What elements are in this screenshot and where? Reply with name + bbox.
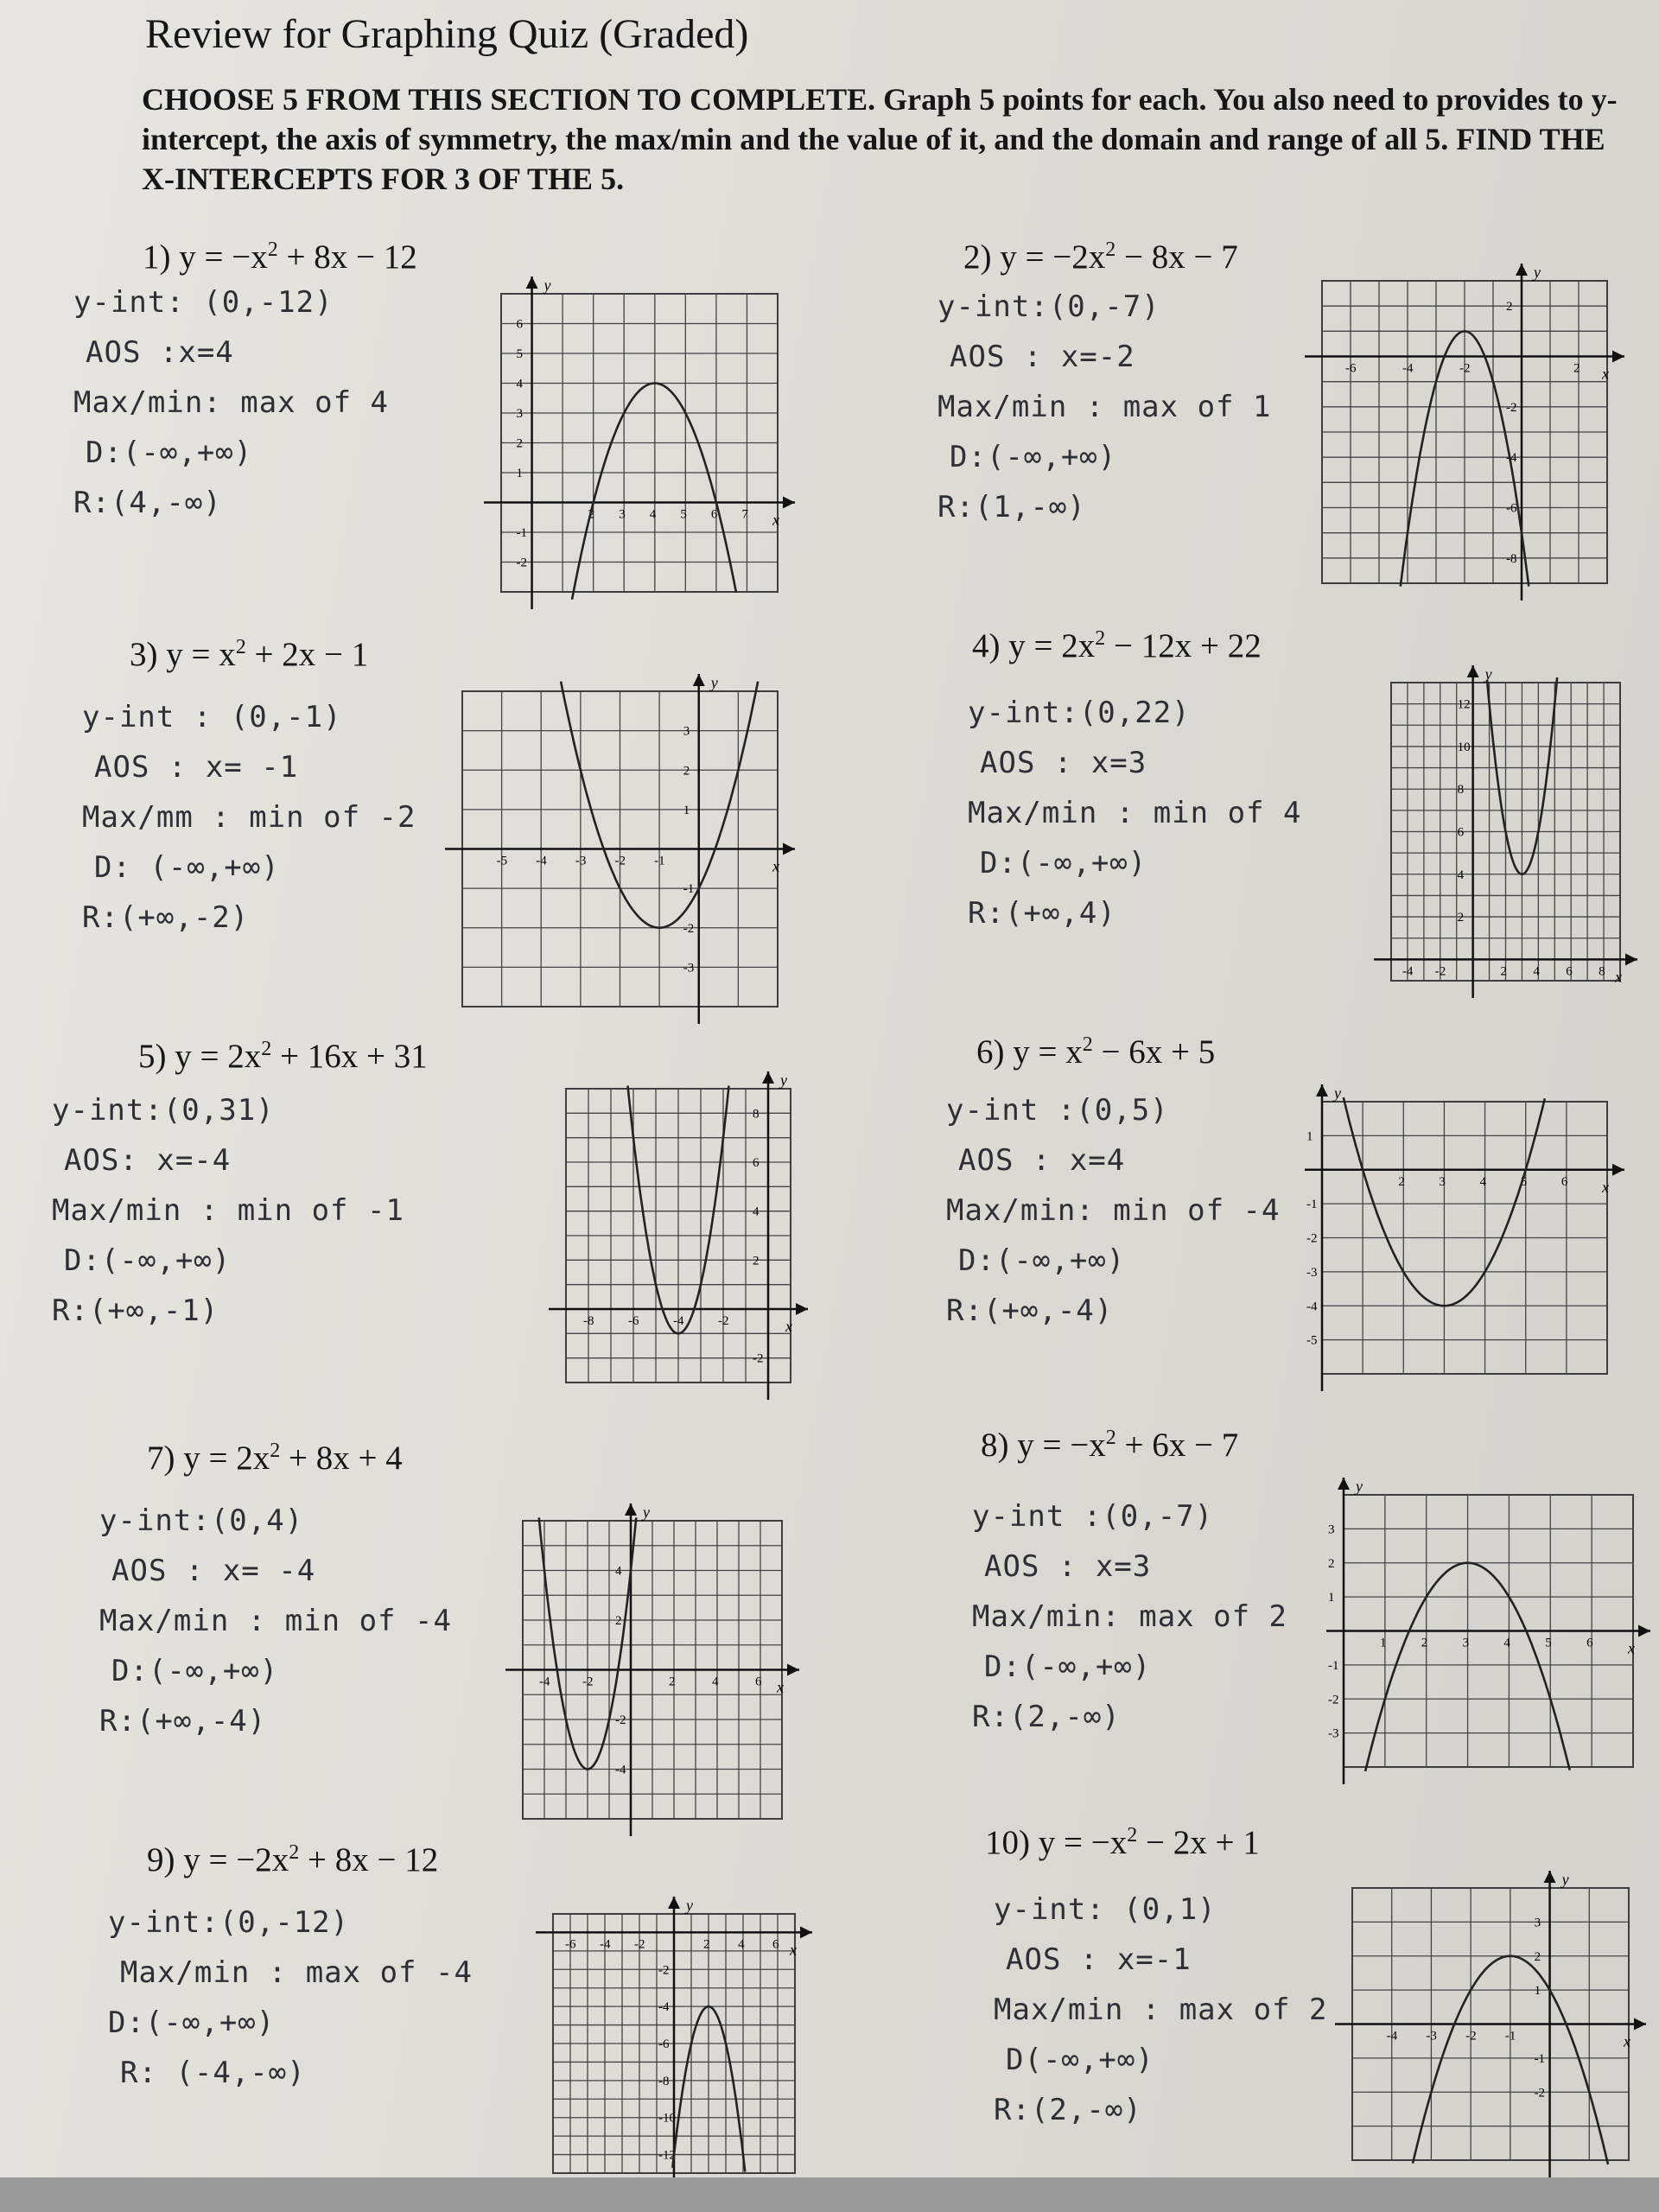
handwritten-answer: y-int:(0,-12): [108, 1905, 350, 1940]
coordinate-grid: [1374, 665, 1637, 998]
y-tick-label: -4: [615, 1763, 626, 1777]
y-axis-arrow: [668, 1897, 680, 1909]
y-axis-label: y: [1484, 665, 1492, 683]
x-axis-arrow: [783, 497, 795, 509]
equation-right: + 8x − 12: [277, 238, 417, 276]
x-axis-arrow: [1612, 351, 1624, 363]
equation-right: + 8x + 4: [280, 1440, 403, 1477]
handwritten-answer: y-int:(0,4): [99, 1503, 304, 1538]
x-tick-label: 6: [1566, 964, 1573, 979]
y-tick-label: 2: [615, 1614, 622, 1628]
equation-right: − 6x + 5: [1092, 1033, 1216, 1071]
x-tick-label: 3: [1462, 1636, 1470, 1650]
y-tick-label: 2: [1534, 1949, 1541, 1964]
equation-left: y = −x: [179, 238, 268, 276]
handwritten-answer: Max/min: max of 4: [73, 385, 389, 420]
y-tick-label: -3: [683, 961, 695, 976]
handwritten-answer: Max/min: max of 2: [972, 1599, 1287, 1634]
handwritten-answer: Max/min : min of -4: [99, 1604, 452, 1638]
problem-equation: [963, 238, 1238, 276]
y-tick-label: 8: [1457, 783, 1465, 798]
parabola-curve: [572, 384, 736, 600]
x-tick-label: 2: [1398, 1174, 1405, 1189]
x-tick-label: 6: [710, 507, 718, 522]
y-tick-label: -6: [1506, 501, 1517, 516]
handwritten-answer: y-int: (0,-12): [73, 285, 334, 320]
exponent: 2: [267, 238, 278, 261]
handwritten-answer: y-int: (0,1): [994, 1892, 1217, 1927]
handwritten-answer: R:(+∞,-4): [99, 1704, 267, 1738]
y-tick-label: -4: [658, 2000, 670, 2015]
y-axis-label: y: [686, 1897, 693, 1914]
x-tick-label: -2: [1459, 361, 1471, 376]
exponent: 2: [270, 1440, 281, 1462]
handwritten-answer: R:(2,-∞): [972, 1700, 1121, 1734]
x-axis-label: x: [785, 1318, 792, 1335]
x-tick-label: 4: [649, 507, 657, 522]
handwritten-answer: R:(1,-∞): [938, 490, 1086, 524]
y-tick-label: 1: [1534, 1984, 1541, 1999]
handwritten-answer: R:(2,-∞): [994, 2093, 1142, 2127]
y-tick-label: -1: [1534, 2051, 1546, 2066]
handwritten-answer: Max/min : max of 2: [994, 1993, 1328, 2027]
handwritten-answer: D:(-∞,+∞): [64, 1243, 232, 1278]
x-tick-label: 1: [1379, 1636, 1387, 1650]
y-tick-label: -8: [658, 2074, 670, 2088]
exponent: 2: [1127, 1824, 1138, 1847]
handwritten-answer: AOS : x= -4: [111, 1554, 316, 1588]
y-tick-label: -6: [658, 2037, 670, 2051]
problem-number: 9): [147, 1841, 184, 1878]
y-tick-label: -2: [683, 921, 695, 936]
problem-number: 1): [143, 238, 180, 276]
handwritten-answer: AOS : x= -1: [94, 750, 299, 785]
x-tick-label: -4: [600, 1937, 611, 1952]
equation-right: + 6x − 7: [1116, 1427, 1239, 1464]
x-axis-label: x: [777, 1678, 784, 1696]
x-axis-arrow: [783, 843, 795, 855]
x-tick-label: 2: [1573, 361, 1580, 376]
x-tick-label: 3: [1439, 1174, 1446, 1189]
equation-left: y = −x: [1038, 1824, 1128, 1861]
x-axis-label: x: [790, 1941, 797, 1959]
y-tick-label: -2: [1328, 1693, 1339, 1707]
x-tick-label: -6: [1345, 361, 1357, 376]
y-axis-label: y: [1334, 1084, 1341, 1102]
handwritten-answer: y-int:(0,22): [968, 696, 1191, 730]
y-tick-label: 2: [516, 436, 524, 451]
y-axis-label: y: [643, 1503, 650, 1521]
y-tick-label: 10: [1457, 740, 1471, 754]
x-axis-label: x: [1602, 1178, 1609, 1196]
problem-number: 2): [963, 238, 1001, 276]
handwritten-answer: AOS : x=-1: [1006, 1942, 1192, 1977]
equation-right: − 12x + 22: [1105, 627, 1262, 664]
handwritten-answer: R:(+∞,-1): [52, 1294, 219, 1328]
coordinate-grid: [445, 674, 795, 1024]
y-tick-label: -8: [1506, 551, 1517, 566]
y-tick-label: -2: [1506, 400, 1517, 415]
equation-right: + 16x + 31: [271, 1038, 428, 1075]
exponent: 2: [261, 1038, 272, 1060]
handwritten-answer: D(-∞,+∞): [1006, 2043, 1154, 2077]
handwritten-answer: R:(+∞,-4): [946, 1294, 1114, 1328]
handwritten-answer: AOS :x=4: [86, 335, 234, 370]
problem-number: 4): [972, 627, 1009, 664]
coordinate-grid: [1335, 1871, 1646, 2177]
handwritten-answer: R: (-4,-∞): [120, 2056, 306, 2090]
x-axis-arrow: [800, 1926, 812, 1938]
y-tick-label: 2: [683, 764, 690, 779]
y-axis-arrow: [1544, 1871, 1556, 1883]
y-tick-label: -2: [1534, 2086, 1546, 2101]
equation-left: y = −2x: [1000, 238, 1106, 276]
y-tick-label: 4: [1457, 868, 1465, 882]
handwritten-answer: Max/min : max of -4: [120, 1955, 473, 1990]
coordinate-grid: [1305, 1084, 1624, 1391]
x-tick-label: 4: [1479, 1174, 1487, 1189]
x-axis-label: x: [1628, 1639, 1635, 1657]
handwritten-answer: Max/min : min of -1: [52, 1193, 404, 1228]
instructions: CHOOSE 5 FROM THIS SECTION TO COMPLETE. Graph 5 points for each. You also need to provides to y-intercept, the axis of symmetry, the max/min and the value of it, and the domain and range of all 5. FIND THE X-INTERCEPTS FOR 3 OF THE 5.: [142, 82, 1618, 196]
y-axis-label: y: [710, 674, 718, 691]
x-tick-label: 2: [703, 1937, 710, 1952]
problem-number: 8): [981, 1427, 1018, 1464]
x-tick-label: -2: [614, 854, 626, 868]
handwritten-answer: R:(+∞,-2): [82, 900, 250, 935]
x-tick-label: 4: [1503, 1636, 1510, 1650]
problem-number: 6): [976, 1033, 1014, 1071]
coordinate-grid: [536, 1897, 812, 2190]
y-axis-arrow: [526, 276, 538, 289]
y-tick-label: -2: [753, 1351, 764, 1366]
y-axis-arrow: [693, 674, 705, 686]
y-tick-label: 6: [516, 317, 524, 332]
equation-left: y = 2x: [183, 1440, 270, 1477]
y-tick-label: 6: [1457, 825, 1465, 840]
y-axis-label: y: [1356, 1478, 1363, 1495]
equation-left: y = −x: [1017, 1427, 1106, 1464]
handwritten-answer: D:(-∞,+∞): [111, 1654, 279, 1688]
handwritten-answer: y-int:(0,31): [52, 1093, 275, 1128]
y-axis-arrow: [1467, 665, 1479, 677]
equation-right: − 8x − 7: [1116, 238, 1238, 276]
coordinate-grid: [1326, 1478, 1650, 1784]
handwritten-answer: D:(-∞,+∞): [980, 846, 1147, 880]
handwritten-answer: AOS : x=4: [958, 1143, 1126, 1178]
x-tick-label: -5: [496, 854, 508, 868]
problem-equation: [147, 1840, 438, 1879]
y-tick-label: 3: [1328, 1522, 1335, 1537]
coordinate-grid: [1305, 264, 1624, 601]
x-axis-arrow: [787, 1664, 799, 1676]
x-axis-arrow: [796, 1303, 808, 1315]
handwritten-answer: y-int :(0,-7): [972, 1499, 1214, 1534]
x-tick-label: 2: [588, 507, 595, 522]
exponent: 2: [1095, 627, 1106, 650]
coordinate-grid: [484, 276, 795, 609]
equation-left: y = −2x: [183, 1841, 289, 1878]
handwritten-answer: AOS : x=3: [980, 746, 1147, 780]
y-tick-label: 1: [1306, 1129, 1313, 1144]
equation-left: y = 2x: [1008, 627, 1096, 664]
y-axis-arrow: [1516, 264, 1528, 276]
handwritten-answer: Max/min : max of 1: [938, 390, 1272, 424]
x-tick-label: -1: [654, 854, 665, 868]
x-tick-label: -6: [628, 1314, 639, 1328]
y-axis-arrow: [1316, 1084, 1328, 1096]
x-tick-label: -4: [1386, 2029, 1398, 2044]
x-axis-arrow: [1612, 1164, 1624, 1176]
problem-equation: [981, 1426, 1238, 1465]
problem-equation: [147, 1439, 403, 1478]
problem-number: 10): [985, 1824, 1039, 1861]
y-tick-label: -3: [1328, 1726, 1339, 1741]
y-tick-label: -10: [658, 2111, 676, 2126]
x-tick-label: -4: [536, 854, 547, 868]
y-tick-label: -1: [1328, 1658, 1339, 1673]
x-tick-label: -2: [1434, 964, 1446, 979]
problem-number: 3): [130, 636, 167, 673]
x-tick-label: 5: [1545, 1636, 1552, 1650]
x-axis-label: x: [1602, 365, 1609, 383]
y-tick-label: 3: [683, 724, 690, 739]
y-tick-label: 4: [753, 1205, 760, 1219]
exponent: 2: [289, 1841, 300, 1864]
x-tick-label: -4: [1402, 964, 1414, 979]
y-tick-label: -2: [1306, 1231, 1318, 1246]
x-axis-arrow: [1638, 1625, 1650, 1637]
problem-equation: [985, 1823, 1260, 1862]
x-tick-label: 5: [680, 507, 687, 522]
y-tick-label: 6: [753, 1156, 760, 1170]
y-tick-label: 1: [516, 467, 524, 480]
handwritten-answer: D:(-∞,+∞): [984, 1649, 1152, 1684]
equation-left: y = 2x: [175, 1038, 262, 1075]
handwritten-answer: D:(-∞,+∞): [86, 435, 253, 470]
x-axis-arrow: [1625, 953, 1637, 965]
x-tick-label: -8: [583, 1314, 594, 1328]
y-tick-label: 5: [516, 347, 524, 361]
handwritten-answer: AOS: x=-4: [64, 1143, 232, 1178]
y-tick-label: -2: [658, 1963, 670, 1978]
handwritten-answer: Max/mm : min of -2: [82, 800, 416, 835]
y-axis-arrow: [625, 1503, 637, 1516]
equation-right: − 2x + 1: [1137, 1824, 1260, 1861]
handwritten-answer: D:(-∞,+∞): [958, 1243, 1126, 1278]
bottom-edge: [0, 2177, 1659, 2212]
x-tick-label: 6: [1560, 1174, 1568, 1189]
equation-left: y = x: [1013, 1033, 1083, 1071]
y-tick-label: 2: [1506, 300, 1513, 315]
x-tick-label: 6: [1586, 1636, 1593, 1650]
y-tick-label: 1: [1328, 1591, 1335, 1605]
handwritten-answer: y-int:(0,-7): [938, 289, 1160, 324]
handwritten-answer: R:(4,-∞): [73, 486, 222, 520]
x-tick-label: -3: [1426, 2029, 1437, 2044]
x-tick-label: -2: [718, 1314, 729, 1328]
x-tick-label: 5: [1520, 1174, 1528, 1189]
y-tick-label: 3: [516, 407, 524, 421]
y-tick-label: 8: [753, 1107, 760, 1122]
exponent: 2: [1105, 238, 1116, 261]
x-tick-label: 2: [1500, 964, 1507, 979]
coordinate-grid: [549, 1071, 808, 1400]
y-tick-label: -2: [516, 556, 528, 570]
x-tick-label: -4: [1402, 361, 1414, 376]
y-tick-label: 2: [753, 1254, 760, 1268]
y-tick-label: -3: [1306, 1265, 1318, 1280]
handwritten-answer: AOS : x=-2: [950, 340, 1135, 374]
x-tick-label: 4: [738, 1937, 745, 1952]
x-tick-label: 4: [1533, 964, 1540, 979]
exponent: 2: [1082, 1033, 1093, 1056]
y-tick-label: 2: [1457, 911, 1465, 925]
problem-equation: [972, 626, 1262, 665]
handwritten-answer: D:(-∞,+∞): [108, 2005, 276, 2040]
x-tick-label: 8: [1599, 964, 1605, 979]
problem-equation: [976, 1033, 1215, 1071]
handwritten-answer: R:(+∞,4): [968, 896, 1116, 931]
equation-left: y = x: [166, 636, 236, 673]
x-tick-label: 3: [619, 507, 626, 522]
handwritten-answer: D:(-∞,+∞): [950, 440, 1117, 474]
y-axis-label: y: [1561, 1871, 1569, 1888]
y-tick-label: 2: [1328, 1556, 1335, 1571]
x-tick-label: -2: [1465, 2029, 1477, 2044]
x-axis-label: x: [1615, 968, 1622, 986]
y-axis-label: y: [1534, 264, 1541, 281]
y-tick-label: -4: [1306, 1300, 1318, 1314]
worksheet-title: Review for Graphing Quiz (Graded): [145, 11, 749, 57]
x-tick-label: -4: [539, 1675, 550, 1689]
y-tick-label: -2: [615, 1713, 626, 1727]
problem-equation: [138, 1037, 428, 1076]
handwritten-answer: y-int : (0,-1): [82, 700, 342, 734]
problem-number: 7): [147, 1440, 184, 1477]
y-tick-label: 1: [683, 803, 690, 817]
handwritten-answer: y-int :(0,5): [946, 1093, 1169, 1128]
equation-right: + 8x − 12: [299, 1841, 439, 1878]
y-axis-label: y: [780, 1071, 787, 1089]
x-tick-label: 6: [772, 1937, 779, 1952]
x-axis-label: x: [1624, 2032, 1630, 2050]
y-tick-label: -1: [683, 882, 695, 897]
exponent: 2: [1105, 1427, 1116, 1449]
x-tick-label: 7: [741, 507, 748, 522]
handwritten-answer: AOS : x=3: [984, 1549, 1152, 1584]
handwritten-answer: Max/min : min of 4: [968, 796, 1302, 830]
exponent: 2: [235, 636, 246, 658]
y-tick-label: -12: [658, 2148, 676, 2163]
x-tick-label: -2: [582, 1675, 594, 1689]
y-tick-label: 4: [516, 377, 524, 391]
y-tick-label: -5: [1306, 1333, 1318, 1348]
x-tick-label: 4: [712, 1675, 719, 1689]
equation-right: + 2x − 1: [245, 636, 369, 673]
x-tick-label: -4: [673, 1314, 684, 1328]
y-axis-arrow: [1338, 1478, 1350, 1490]
coordinate-grid: [505, 1503, 799, 1836]
x-axis-label: x: [772, 511, 779, 529]
x-tick-label: -2: [634, 1937, 645, 1952]
y-tick-label: -4: [1506, 451, 1517, 466]
x-tick-label: 2: [1421, 1636, 1428, 1650]
y-tick-label: -1: [1306, 1198, 1318, 1212]
y-tick-label: 4: [615, 1564, 622, 1579]
y-tick-label: -1: [516, 526, 528, 540]
x-tick-label: -3: [575, 854, 587, 868]
x-tick-label: 2: [669, 1675, 676, 1689]
y-axis-label: y: [543, 276, 551, 294]
y-tick-label: 12: [1457, 697, 1471, 712]
handwritten-answer: D: (-∞,+∞): [94, 850, 280, 885]
problem-equation: [130, 635, 368, 674]
y-tick-label: 3: [1534, 1916, 1541, 1930]
x-axis-label: x: [772, 857, 779, 875]
problem-equation: [143, 238, 417, 276]
handwritten-answer: Max/min: min of -4: [946, 1193, 1281, 1228]
x-tick-label: 6: [755, 1675, 762, 1689]
x-tick-label: -6: [565, 1937, 576, 1952]
x-axis-arrow: [1634, 2018, 1646, 2031]
problem-number: 5): [138, 1038, 175, 1075]
y-axis-arrow: [762, 1071, 774, 1084]
x-tick-label: -1: [1504, 2029, 1516, 2044]
